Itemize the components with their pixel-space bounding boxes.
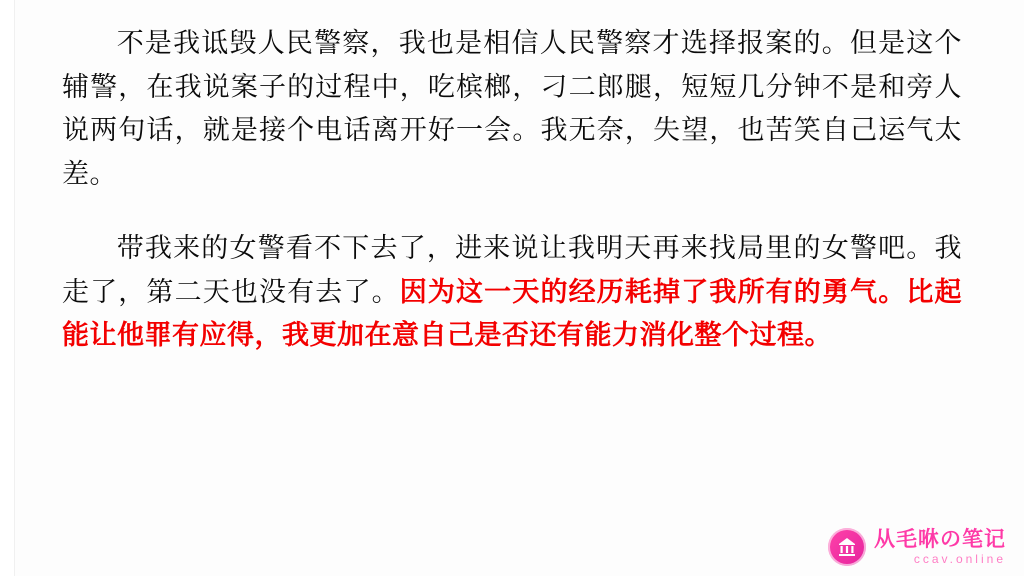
paragraph-2-text-highlighted: 因为这一天的经历耗掉了我所有的勇气。比起能让他罪有应得，我更加在意自己是否还有能力消化整个过程。 xyxy=(62,276,963,351)
paragraph-1 xyxy=(62,22,962,197)
document-body xyxy=(62,22,962,372)
watermark xyxy=(828,528,1006,566)
watermark-title: 从毛咻の笔记 xyxy=(874,527,1006,551)
watermark-text xyxy=(874,529,1006,566)
page-left-margin xyxy=(0,0,15,576)
paragraph-2-text-plain: 带我来的女警看不下去了，进来说让我明天再来找局里的女警吧。我走了，第二天也没有去了。 xyxy=(62,232,962,307)
pink-circle-logo-icon xyxy=(828,528,866,566)
watermark-subtitle: ccav.online xyxy=(913,551,1006,566)
paragraph-1-text: 不是我诋毁人民警察，我也是相信人民警察才选择报案的。但是这个辅警，在我说案子的过程中，吃槟榔，刁二郎腿，短短几分钟不是和旁人说两句话，就是接个电话离开好一会。我无奈，失望，也苦笑自己运气太差。 xyxy=(62,28,962,190)
paragraph-2 xyxy=(62,227,962,358)
